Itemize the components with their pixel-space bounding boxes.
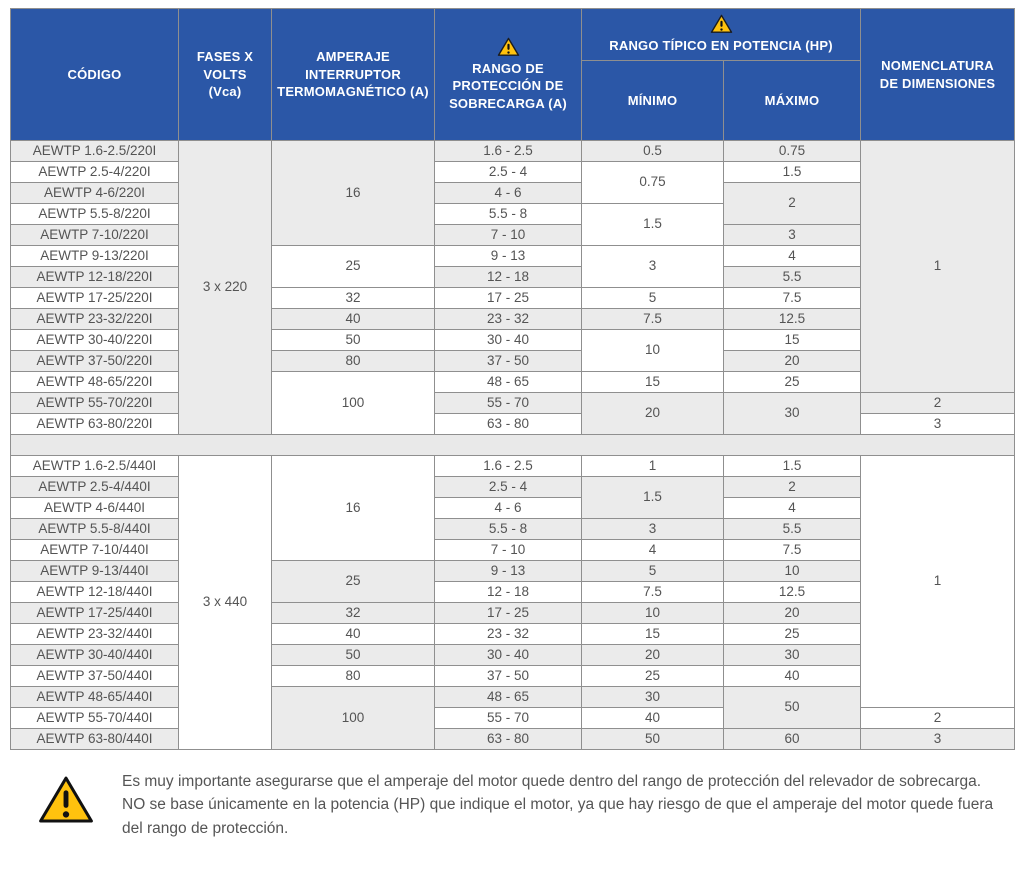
min-hp-cell: 25	[582, 666, 724, 687]
max-hp-cell: 12.5	[724, 582, 861, 603]
header-maximo-label: MÁXIMO	[764, 92, 820, 108]
range-cell: 48 - 65	[435, 372, 582, 393]
range-cell: 7 - 10	[435, 540, 582, 561]
max-hp-cell: 2	[724, 477, 861, 498]
range-cell: 5.5 - 8	[435, 204, 582, 225]
amp-cell: 32	[272, 288, 435, 309]
range-cell: 37 - 50	[435, 666, 582, 687]
max-hp-cell: 25	[724, 372, 861, 393]
warning-icon	[710, 14, 733, 34]
code-cell: AEWTP 5.5-8/440I	[11, 519, 179, 540]
code-cell: AEWTP 23-32/220I	[11, 309, 179, 330]
code-cell: AEWTP 2.5-4/440I	[11, 477, 179, 498]
header-rango-sobrecarga-label: RANGO DE PROTECCIÓN DE SOBRECARGA (A)	[449, 60, 567, 111]
amp-cell: 100	[272, 687, 435, 750]
section-3x220	[11, 141, 1015, 456]
header-rango-sobrecarga	[435, 9, 582, 141]
max-hp-cell: 5.5	[724, 519, 861, 540]
amp-cell: 16	[272, 456, 435, 561]
range-cell: 55 - 70	[435, 393, 582, 414]
code-cell: AEWTP 23-32/440I	[11, 624, 179, 645]
code-cell: AEWTP 17-25/440I	[11, 603, 179, 624]
code-cell: AEWTP 17-25/220I	[11, 288, 179, 309]
amp-cell: 50	[272, 330, 435, 351]
nomenclature-cell: 2	[861, 393, 1015, 414]
min-hp-cell: 3	[582, 246, 724, 288]
header-nomenclatura	[861, 9, 1015, 141]
min-hp-cell: 3	[582, 519, 724, 540]
range-cell: 1.6 - 2.5	[435, 456, 582, 477]
min-hp-cell: 5	[582, 288, 724, 309]
amp-cell: 32	[272, 603, 435, 624]
range-cell: 48 - 65	[435, 687, 582, 708]
min-hp-cell: 0.5	[582, 141, 724, 162]
range-cell: 30 - 40	[435, 645, 582, 666]
warning-icon	[38, 774, 94, 826]
code-cell: AEWTP 7-10/220I	[11, 225, 179, 246]
min-hp-cell: 0.75	[582, 162, 724, 204]
range-cell: 4 - 6	[435, 183, 582, 204]
amp-cell: 16	[272, 141, 435, 246]
range-cell: 4 - 6	[435, 498, 582, 519]
amp-cell: 100	[272, 372, 435, 435]
code-cell: AEWTP 48-65/440I	[11, 687, 179, 708]
amp-cell: 40	[272, 624, 435, 645]
header-amperaje	[272, 9, 435, 141]
table-row	[11, 393, 1015, 414]
max-hp-cell: 25	[724, 624, 861, 645]
max-hp-cell: 10	[724, 561, 861, 582]
amp-cell: 25	[272, 246, 435, 288]
code-cell: AEWTP 63-80/440I	[11, 729, 179, 750]
max-hp-cell: 5.5	[724, 267, 861, 288]
max-hp-cell: 4	[724, 498, 861, 519]
range-cell: 37 - 50	[435, 351, 582, 372]
code-cell: AEWTP 12-18/440I	[11, 582, 179, 603]
range-cell: 63 - 80	[435, 729, 582, 750]
range-cell: 23 - 32	[435, 309, 582, 330]
amp-cell: 40	[272, 309, 435, 330]
code-cell: AEWTP 4-6/440I	[11, 498, 179, 519]
code-cell: AEWTP 7-10/440I	[11, 540, 179, 561]
header-codigo	[11, 9, 179, 141]
range-cell: 2.5 - 4	[435, 162, 582, 183]
section-3x440	[11, 456, 1015, 750]
table-row	[11, 414, 1015, 435]
nomenclature-cell: 3	[861, 414, 1015, 435]
separator-band	[11, 435, 1015, 456]
code-cell: AEWTP 9-13/440I	[11, 561, 179, 582]
min-hp-cell: 5	[582, 561, 724, 582]
min-hp-cell: 7.5	[582, 582, 724, 603]
code-cell: AEWTP 55-70/440I	[11, 708, 179, 729]
max-hp-cell: 4	[724, 246, 861, 267]
header-minimo	[582, 61, 724, 141]
range-cell: 30 - 40	[435, 330, 582, 351]
min-hp-cell: 40	[582, 708, 724, 729]
max-hp-cell: 20	[724, 603, 861, 624]
max-hp-cell: 3	[724, 225, 861, 246]
header-maximo	[724, 61, 861, 141]
min-hp-cell: 1.5	[582, 204, 724, 246]
min-hp-cell: 4	[582, 540, 724, 561]
amp-cell: 50	[272, 645, 435, 666]
min-hp-cell: 7.5	[582, 309, 724, 330]
code-cell: AEWTP 48-65/220I	[11, 372, 179, 393]
warning-note-text: Es muy importante asegurarse que el amperaje del motor quede dentro del rango de protección del relevador de sobrecarga. NO se base únicamente en la potencia (HP) que indique el motor, ya que hay riesgo de que el amperaje del motor quede fuera del rango de protección.	[122, 773, 994, 837]
max-hp-cell: 50	[724, 687, 861, 729]
range-cell: 63 - 80	[435, 414, 582, 435]
min-hp-cell: 50	[582, 729, 724, 750]
min-hp-cell: 30	[582, 687, 724, 708]
max-hp-cell: 1.5	[724, 456, 861, 477]
header-fases-volts	[179, 9, 272, 141]
code-cell: AEWTP 30-40/220I	[11, 330, 179, 351]
volts-cell: 3 x 440	[179, 456, 272, 750]
header-codigo-label: CÓDIGO	[67, 66, 122, 82]
code-cell: AEWTP 37-50/220I	[11, 351, 179, 372]
volts-cell: 3 x 220	[179, 141, 272, 435]
min-hp-cell: 1.5	[582, 477, 724, 519]
range-cell: 12 - 18	[435, 267, 582, 288]
header-rango-potencia	[582, 9, 861, 61]
code-cell: AEWTP 2.5-4/220I	[11, 162, 179, 183]
max-hp-cell: 7.5	[724, 288, 861, 309]
max-hp-cell: 12.5	[724, 309, 861, 330]
breaker-spec-table	[10, 8, 1015, 750]
max-hp-cell: 40	[724, 666, 861, 687]
header-amperaje-label: AMPERAJE INTERRUPTOR TERMOMAGNÉTICO (A)	[277, 49, 429, 100]
code-cell: AEWTP 12-18/220I	[11, 267, 179, 288]
nomenclature-cell: 1	[861, 141, 1015, 393]
range-cell: 12 - 18	[435, 582, 582, 603]
min-hp-cell: 15	[582, 624, 724, 645]
max-hp-cell: 60	[724, 729, 861, 750]
range-cell: 7 - 10	[435, 225, 582, 246]
code-cell: AEWTP 5.5-8/220I	[11, 204, 179, 225]
warning-icon	[497, 37, 520, 57]
code-cell: AEWTP 4-6/220I	[11, 183, 179, 204]
range-cell: 2.5 - 4	[435, 477, 582, 498]
range-cell: 17 - 25	[435, 288, 582, 309]
max-hp-cell: 0.75	[724, 141, 861, 162]
max-hp-cell: 30	[724, 645, 861, 666]
table-row	[11, 456, 1015, 477]
min-hp-cell: 10	[582, 603, 724, 624]
header-rango-potencia-label: RANGO TÍPICO EN POTENCIA (HP)	[609, 38, 833, 54]
header-nomenclatura-label: NOMENCLATURA DE DIMENSIONES	[879, 57, 996, 91]
amp-cell: 25	[272, 561, 435, 603]
max-hp-cell: 30	[724, 393, 861, 435]
min-hp-cell: 10	[582, 330, 724, 372]
range-cell: 17 - 25	[435, 603, 582, 624]
max-hp-cell: 7.5	[724, 540, 861, 561]
min-hp-cell: 20	[582, 645, 724, 666]
max-hp-cell: 15	[724, 330, 861, 351]
amp-cell: 80	[272, 351, 435, 372]
nomenclature-cell: 1	[861, 456, 1015, 708]
warning-note	[38, 770, 1000, 840]
amp-cell: 80	[272, 666, 435, 687]
range-cell: 23 - 32	[435, 624, 582, 645]
min-hp-cell: 15	[582, 372, 724, 393]
range-cell: 9 - 13	[435, 561, 582, 582]
section-separator	[11, 435, 1015, 456]
range-cell: 5.5 - 8	[435, 519, 582, 540]
nomenclature-cell: 3	[861, 729, 1015, 750]
min-hp-cell: 1	[582, 456, 724, 477]
range-cell: 55 - 70	[435, 708, 582, 729]
max-hp-cell: 2	[724, 183, 861, 225]
code-cell: AEWTP 30-40/440I	[11, 645, 179, 666]
code-cell: AEWTP 55-70/220I	[11, 393, 179, 414]
max-hp-cell: 20	[724, 351, 861, 372]
nomenclature-cell: 2	[861, 708, 1015, 729]
max-hp-cell: 1.5	[724, 162, 861, 183]
table-row	[11, 729, 1015, 750]
table-row	[11, 141, 1015, 162]
code-cell: AEWTP 63-80/220I	[11, 414, 179, 435]
header-minimo-label: MÍNIMO	[627, 92, 678, 108]
range-cell: 9 - 13	[435, 246, 582, 267]
code-cell: AEWTP 1.6-2.5/220I	[11, 141, 179, 162]
min-hp-cell: 20	[582, 393, 724, 435]
table-row	[11, 708, 1015, 729]
code-cell: AEWTP 9-13/220I	[11, 246, 179, 267]
header-fases-volts-label: FASES X VOLTS (Vca)	[196, 49, 254, 100]
code-cell: AEWTP 1.6-2.5/440I	[11, 456, 179, 477]
code-cell: AEWTP 37-50/440I	[11, 666, 179, 687]
range-cell: 1.6 - 2.5	[435, 141, 582, 162]
